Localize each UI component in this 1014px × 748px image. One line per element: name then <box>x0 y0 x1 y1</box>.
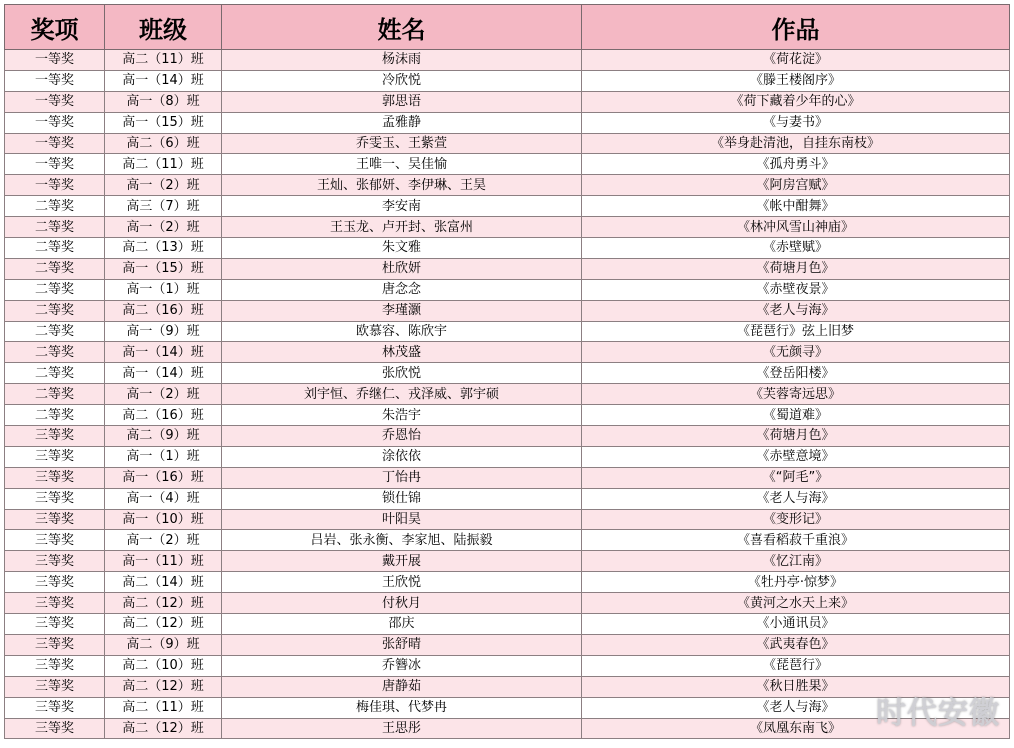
cell-class: 高一（11）班 <box>105 551 222 572</box>
cell-name: 吕岩、张永衡、李家旭、陆振毅 <box>222 530 582 551</box>
cell-name: 林茂盛 <box>222 342 582 363</box>
cell-class: 高二（11）班 <box>105 154 222 175</box>
cell-class: 高一（14）班 <box>105 342 222 363</box>
table-row <box>5 279 1010 300</box>
cell-work: 《与妻书》 <box>582 112 1010 133</box>
cell-work: 《孤舟勇斗》 <box>582 154 1010 175</box>
cell-class: 高二（11）班 <box>105 50 222 71</box>
cell-name: 王灿、张郁妍、李伊琳、王昊 <box>222 175 582 196</box>
cell-name: 付秋月 <box>222 593 582 614</box>
table-row <box>5 91 1010 112</box>
cell-name: 张欣悦 <box>222 363 582 384</box>
cell-class: 高二（12）班 <box>105 614 222 635</box>
cell-name: 丁怡冉 <box>222 467 582 488</box>
cell-name: 李瑾灏 <box>222 300 582 321</box>
cell-name: 王玉龙、卢开封、张富州 <box>222 217 582 238</box>
table-row <box>5 718 1010 739</box>
cell-name: 邵庆 <box>222 614 582 635</box>
cell-award: 二等奖 <box>5 384 105 405</box>
cell-award: 三等奖 <box>5 551 105 572</box>
cell-name: 王欣悦 <box>222 572 582 593</box>
cell-award: 一等奖 <box>5 154 105 175</box>
cell-award: 三等奖 <box>5 718 105 739</box>
header-row <box>5 5 1010 50</box>
table-row <box>5 572 1010 593</box>
table-row <box>5 112 1010 133</box>
cell-work: 《阿房宫赋》 <box>582 175 1010 196</box>
table-body <box>5 50 1010 739</box>
cell-class: 高二（12）班 <box>105 593 222 614</box>
cell-name: 叶阳昊 <box>222 509 582 530</box>
cell-class: 高一（8）班 <box>105 91 222 112</box>
cell-name: 涂依依 <box>222 446 582 467</box>
cell-work: 《变形记》 <box>582 509 1010 530</box>
cell-class: 高一（1）班 <box>105 446 222 467</box>
cell-award: 二等奖 <box>5 321 105 342</box>
cell-award: 二等奖 <box>5 342 105 363</box>
cell-work: 《赤壁夜景》 <box>582 279 1010 300</box>
cell-work: 《老人与海》 <box>582 697 1010 718</box>
table-row <box>5 551 1010 572</box>
cell-award: 一等奖 <box>5 50 105 71</box>
cell-class: 高一（4）班 <box>105 488 222 509</box>
table-row <box>5 238 1010 259</box>
cell-award: 三等奖 <box>5 509 105 530</box>
cell-name: 冷欣悦 <box>222 70 582 91</box>
cell-award: 二等奖 <box>5 405 105 426</box>
cell-name: 乔簪冰 <box>222 655 582 676</box>
cell-name: 张舒晴 <box>222 634 582 655</box>
cell-class: 高一（15）班 <box>105 112 222 133</box>
cell-class: 高一（15）班 <box>105 258 222 279</box>
table-row <box>5 488 1010 509</box>
table-row <box>5 258 1010 279</box>
table-row <box>5 175 1010 196</box>
table-row <box>5 614 1010 635</box>
cell-award: 二等奖 <box>5 363 105 384</box>
table-row <box>5 655 1010 676</box>
cell-class: 高一（2）班 <box>105 530 222 551</box>
cell-class: 高二（14）班 <box>105 572 222 593</box>
cell-award: 三等奖 <box>5 467 105 488</box>
table-row <box>5 50 1010 71</box>
cell-class: 高二（12）班 <box>105 676 222 697</box>
cell-name: 乔雯玉、王紫萱 <box>222 133 582 154</box>
table-row <box>5 342 1010 363</box>
table-row <box>5 509 1010 530</box>
cell-name: 杨沫雨 <box>222 50 582 71</box>
cell-work: 《举身赴清池，自挂东南枝》 <box>582 133 1010 154</box>
table-row <box>5 321 1010 342</box>
table-row <box>5 384 1010 405</box>
cell-class: 高一（10）班 <box>105 509 222 530</box>
cell-award: 三等奖 <box>5 488 105 509</box>
cell-award: 二等奖 <box>5 196 105 217</box>
table-row <box>5 196 1010 217</box>
table-row <box>5 363 1010 384</box>
cell-name: 郭思语 <box>222 91 582 112</box>
cell-name: 孟雅静 <box>222 112 582 133</box>
cell-class: 高一（2）班 <box>105 384 222 405</box>
cell-award: 三等奖 <box>5 634 105 655</box>
cell-name: 唐静茹 <box>222 676 582 697</box>
cell-class: 高二（16）班 <box>105 405 222 426</box>
cell-class: 高二（6）班 <box>105 133 222 154</box>
header-class: 班级 <box>105 5 222 50</box>
cell-name: 朱文雅 <box>222 238 582 259</box>
cell-work: 《武夷春色》 <box>582 634 1010 655</box>
cell-class: 高三（7）班 <box>105 196 222 217</box>
cell-work: 《赤壁赋》 <box>582 238 1010 259</box>
cell-class: 高二（10）班 <box>105 655 222 676</box>
cell-class: 高一（1）班 <box>105 279 222 300</box>
cell-work: 《老人与海》 <box>582 488 1010 509</box>
cell-work: 《老人与海》 <box>582 300 1010 321</box>
cell-class: 高一（16）班 <box>105 467 222 488</box>
cell-name: 唐念念 <box>222 279 582 300</box>
table-row <box>5 467 1010 488</box>
table-row <box>5 70 1010 91</box>
awards-table <box>4 4 1010 739</box>
cell-class: 高一（2）班 <box>105 217 222 238</box>
cell-class: 高二（12）班 <box>105 718 222 739</box>
table-row <box>5 446 1010 467</box>
cell-award: 二等奖 <box>5 217 105 238</box>
cell-work: 《秋日胜果》 <box>582 676 1010 697</box>
table-row <box>5 676 1010 697</box>
cell-class: 高二（9）班 <box>105 426 222 447</box>
cell-award: 一等奖 <box>5 175 105 196</box>
cell-work: 《登岳阳楼》 <box>582 363 1010 384</box>
cell-award: 一等奖 <box>5 91 105 112</box>
cell-work: 《忆江南》 <box>582 551 1010 572</box>
cell-class: 高二（16）班 <box>105 300 222 321</box>
cell-work: 《琵琶行》 <box>582 655 1010 676</box>
cell-name: 杜欣妍 <box>222 258 582 279</box>
cell-award: 二等奖 <box>5 300 105 321</box>
cell-work: 《牡丹亭·惊梦》 <box>582 572 1010 593</box>
cell-name: 乔恩怡 <box>222 426 582 447</box>
cell-award: 三等奖 <box>5 593 105 614</box>
cell-award: 三等奖 <box>5 530 105 551</box>
cell-award: 三等奖 <box>5 676 105 697</box>
cell-class: 高二（11）班 <box>105 697 222 718</box>
cell-award: 三等奖 <box>5 614 105 635</box>
cell-name: 王唯一、吴佳愉 <box>222 154 582 175</box>
cell-award: 二等奖 <box>5 238 105 259</box>
cell-class: 高一（2）班 <box>105 175 222 196</box>
table-row <box>5 697 1010 718</box>
cell-class: 高一（14）班 <box>105 70 222 91</box>
cell-work: 《滕王楼阁序》 <box>582 70 1010 91</box>
cell-work: 《林冲风雪山神庙》 <box>582 217 1010 238</box>
cell-award: 三等奖 <box>5 572 105 593</box>
cell-work: 《荷花淀》 <box>582 50 1010 71</box>
cell-class: 高一（14）班 <box>105 363 222 384</box>
cell-name: 戴开展 <box>222 551 582 572</box>
table-row <box>5 300 1010 321</box>
table-row <box>5 530 1010 551</box>
header-award: 奖项 <box>5 5 105 50</box>
table-row <box>5 426 1010 447</box>
cell-work: 《帐中酣舞》 <box>582 196 1010 217</box>
cell-award: 一等奖 <box>5 133 105 154</box>
cell-work: 《“阿毛”》 <box>582 467 1010 488</box>
table-row <box>5 133 1010 154</box>
table-row <box>5 405 1010 426</box>
cell-work: 《喜看稻菽千重浪》 <box>582 530 1010 551</box>
cell-work: 《赤壁意境》 <box>582 446 1010 467</box>
table-row <box>5 217 1010 238</box>
cell-work: 《黄河之水天上来》 <box>582 593 1010 614</box>
table-row <box>5 634 1010 655</box>
cell-work: 《凤凰东南飞》 <box>582 718 1010 739</box>
header-work: 作品 <box>582 5 1010 50</box>
table-row <box>5 593 1010 614</box>
cell-work: 《荷塘月色》 <box>582 426 1010 447</box>
cell-name: 梅佳琪、代梦冉 <box>222 697 582 718</box>
watermark-logo: 时代安徽 <box>876 696 1000 731</box>
cell-award: 三等奖 <box>5 697 105 718</box>
cell-name: 王思彤 <box>222 718 582 739</box>
cell-work: 《无颜寻》 <box>582 342 1010 363</box>
cell-class: 高二（13）班 <box>105 238 222 259</box>
cell-work: 《芙蓉寄远思》 <box>582 384 1010 405</box>
cell-work: 《荷下藏着少年的心》 <box>582 91 1010 112</box>
cell-award: 二等奖 <box>5 258 105 279</box>
cell-award: 三等奖 <box>5 426 105 447</box>
cell-name: 李安南 <box>222 196 582 217</box>
cell-name: 朱浩宇 <box>222 405 582 426</box>
cell-award: 一等奖 <box>5 70 105 91</box>
cell-work: 《琵琶行》弦上旧梦 <box>582 321 1010 342</box>
header-name: 姓名 <box>222 5 582 50</box>
table-row <box>5 154 1010 175</box>
cell-name: 刘宇恒、乔继仁、戎泽威、郭宇硕 <box>222 384 582 405</box>
cell-name: 欧慕容、陈欣宇 <box>222 321 582 342</box>
cell-work: 《小通讯员》 <box>582 614 1010 635</box>
cell-class: 高二（9）班 <box>105 634 222 655</box>
cell-name: 锁仕锦 <box>222 488 582 509</box>
cell-work: 《蜀道难》 <box>582 405 1010 426</box>
cell-award: 二等奖 <box>5 279 105 300</box>
cell-class: 高一（9）班 <box>105 321 222 342</box>
cell-award: 三等奖 <box>5 446 105 467</box>
cell-work: 《荷塘月色》 <box>582 258 1010 279</box>
cell-award: 三等奖 <box>5 655 105 676</box>
cell-award: 一等奖 <box>5 112 105 133</box>
